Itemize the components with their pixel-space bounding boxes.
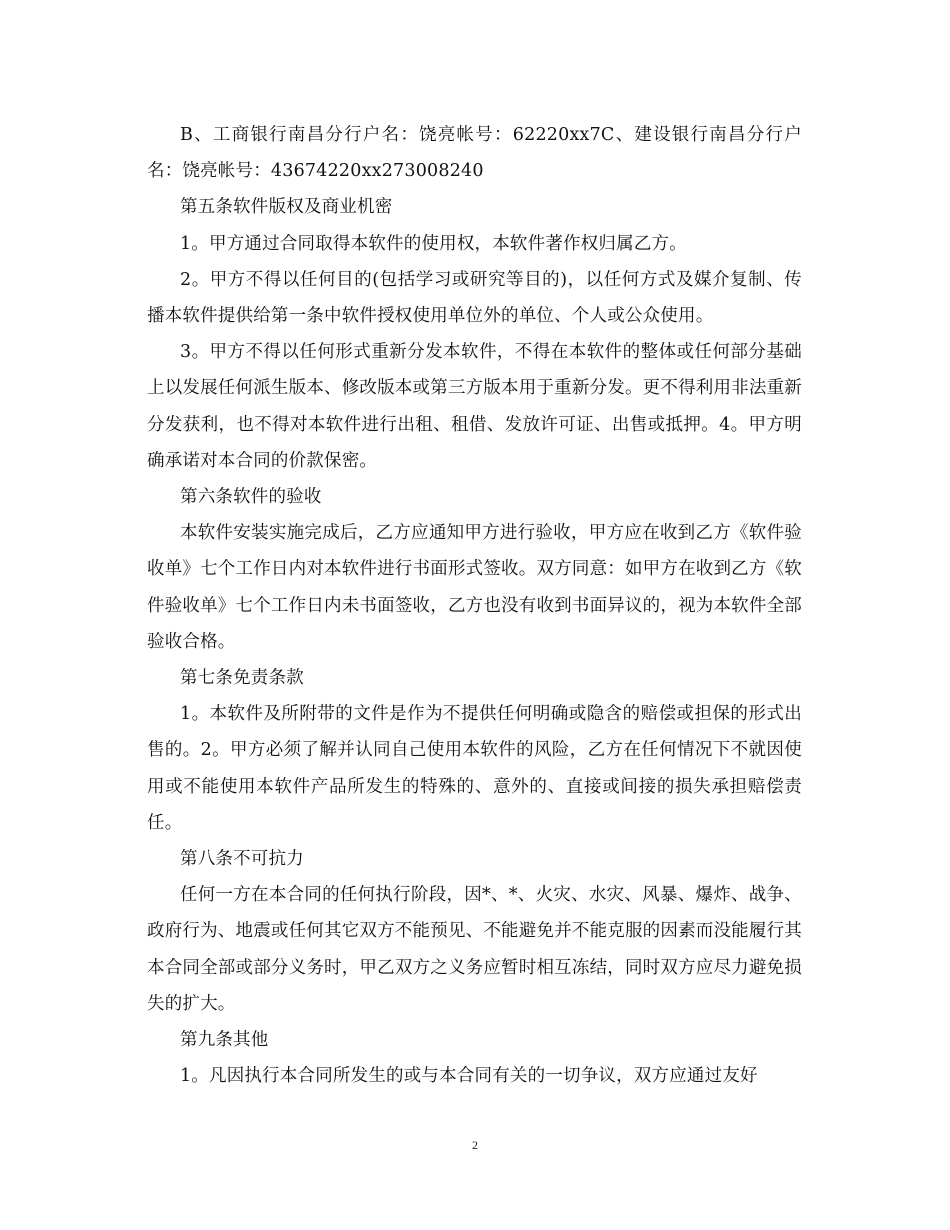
article-8-heading: 第八条不可抗力 <box>180 849 304 870</box>
article-5-clause-1: 1。甲方通过合同取得本软件的使用权，本软件著作权归属乙方。 <box>180 233 687 254</box>
article-7-body: 1。本软件及所附带的文件是作为不提供任何明确或隐含的赔偿或担保的形式出售的。2。甲方必须了解并认同自己使用本软件的风险，乙方在任何情况下不就因使用或不能使用本软件产品所发生的特殊的、意外的、直接或间接的损失承担赔偿责任。 <box>147 704 802 833</box>
article-9-heading: 第九条其他 <box>180 1030 269 1051</box>
article-7-heading: 第七条免责条款 <box>180 668 304 689</box>
page-number: 2 <box>472 1138 478 1152</box>
article-5-heading: 第五条软件版权及商业机密 <box>180 197 393 218</box>
article-5-clause-3-4: 3。甲方不得以任何形式重新分发本软件，不得在本软件的整体或任何部分基础上以发展任何派生版本、修改版本或第三方版本用于重新分发。更不得利用非法重新分发获利，也不得对本软件进行出租、租借、发放许可证、出售或抵押。4。甲方明确承诺对本合同的价款保密。 <box>147 342 802 471</box>
article-6-body: 本软件安装实施完成后，乙方应通知甲方进行验收，甲方应在收到乙方《软件验收单》七个工作日内对本软件进行书面形式签收。双方同意：如甲方在收到乙方《软件验收单》七个工作日内未书面签收，乙方也没有收到书面异议的，视为本软件全部验收合格。 <box>147 523 802 652</box>
document-body <box>147 117 802 1094</box>
article-6-heading: 第六条软件的验收 <box>180 487 322 508</box>
bank-account-paragraph: B、工商银行南昌分行户名：饶亮帐号：62220xx7C、建设银行南昌分行户名：饶亮帐号：43674220xx273008240 <box>147 125 802 182</box>
article-9-clause-1: 1。凡因执行本合同所发生的或与本合同有关的一切争议，双方应通过友好 <box>180 1066 758 1087</box>
article-5-clause-2: 2。甲方不得以任何目的(包括学习或研究等目的)，以任何方式及媒介复制、传播本软件提供给第一条中软件授权使用单位外的单位、个人或公众使用。 <box>147 269 802 327</box>
article-8-body: 任何一方在本合同的任何执行阶段，因*、*、火灾、水灾、风暴、爆炸、战争、政府行为、地震或任何其它双方不能预见、不能避免并不能克服的因素而没能履行其本合同全部或部分义务时，甲乙双方之义务应暂时相互冻结，同时双方应尽力避免损失的扩大。 <box>147 885 802 1014</box>
